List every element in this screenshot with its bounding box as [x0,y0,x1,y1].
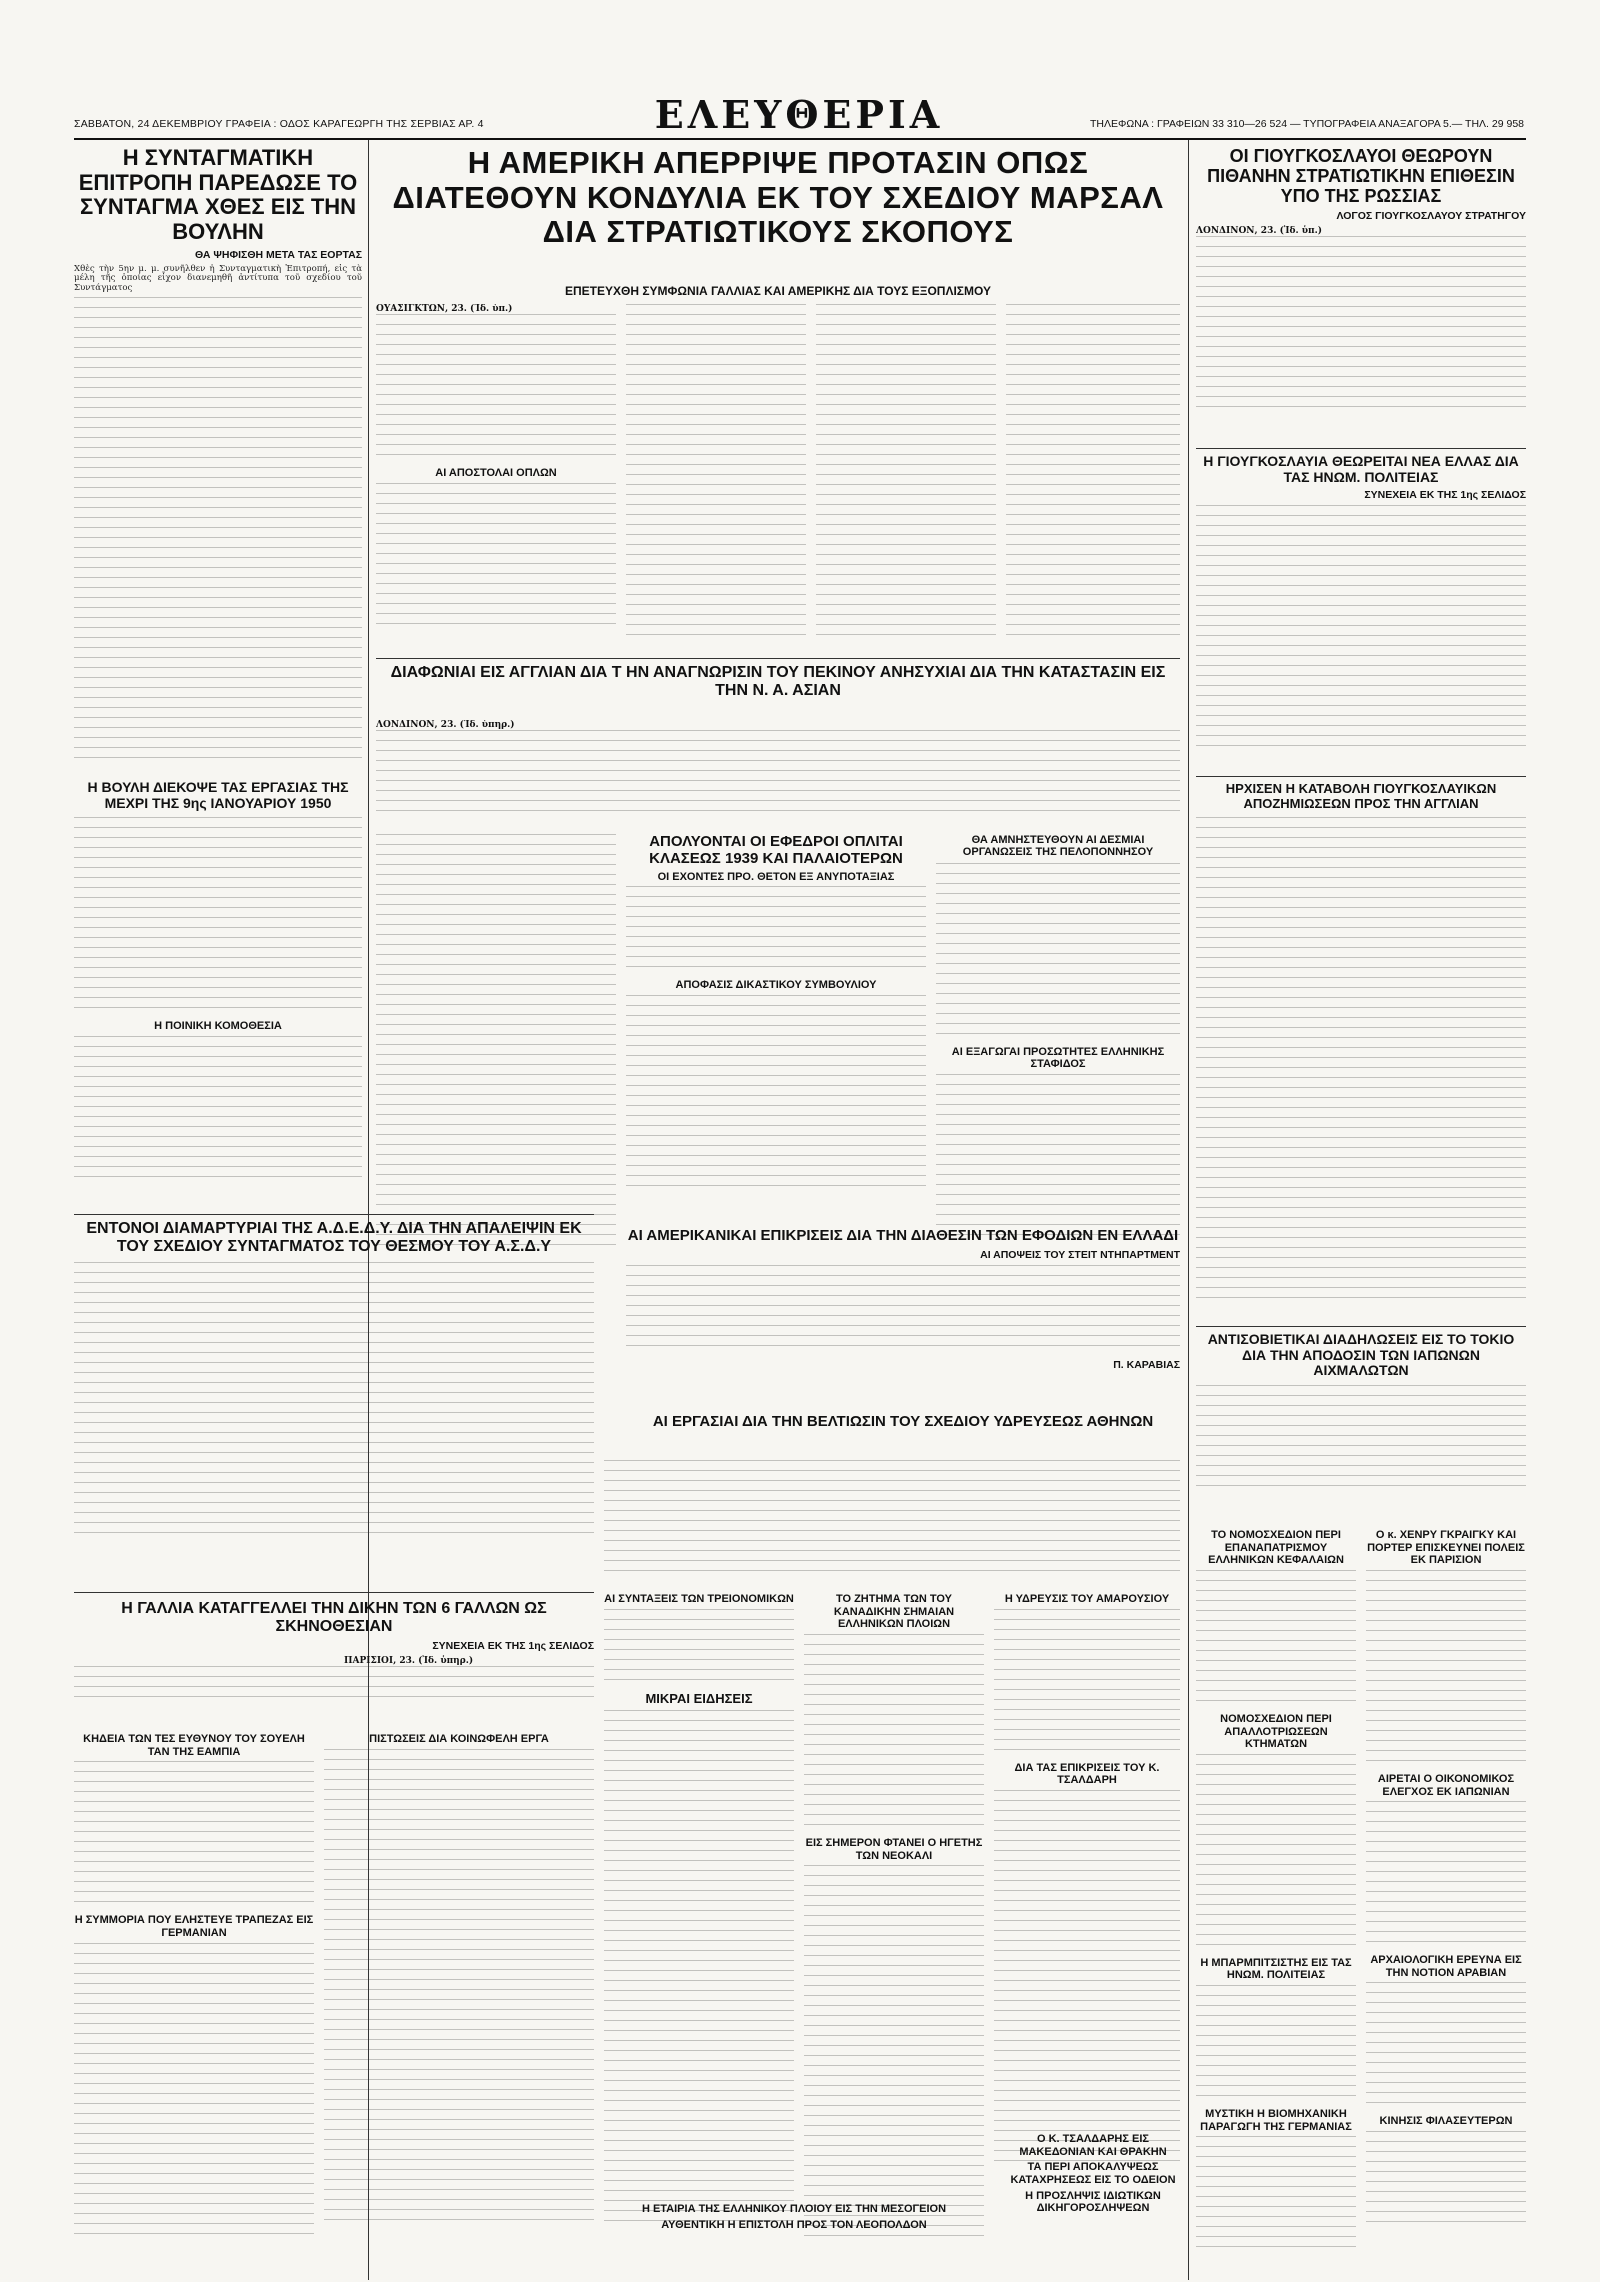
article-adedy [74,1220,594,1580]
subhead: ΝΟΜΟΣΧΕΔΙΟΝ ΠΕΡΙ ΑΠΑΛΛΟΤΡΙΩΣΕΩΝ ΚΤΗΜΑΤΩΝ [1220,1712,1332,1751]
subhead: Ο Κ. ΤΣΑΛΔΑΡΗΣ ΕΙΣ ΜΑΚΕΔΟΝΙΑΝ ΚΑΙ ΘΡΑΚΗΝ [1019,2133,1167,2158]
body-text [74,1666,594,1706]
divider [74,1592,594,1593]
masthead-left: ΣΑΒΒΑΤΟΝ, 24 ΔΕΚΕΜΒΡΙΟΥ ΓΡΑΦΕΙΑ : ΟΔΟΣ ΚΑΡΑΓΕΩΡΓΗ ΤΗΣ ΣΕΡΒΙΑΣ ΑΡ. 4 [74,118,484,130]
headline: ΑΝΤΙΣΟΒΙΕΤΙΚΑΙ ΔΙΑΔΗΛΩΣΕΙΣ ΕΙΣ ΤΟ ΤΟΚΙΟ ΔΙΑ ΤΗΝ ΑΠΟΔΟΣΙΝ ΤΩΝ ΙΑΠΩΝΩΝ ΑΙΧΜΑΛΩΤΩΝ [1207,1332,1515,1379]
headline: Η ΓΙΟΥΓΚΟΣΛΑΥΙΑ ΘΕΩΡΕΙΤΑΙ ΝΕΑ ΕΛΛΑΣ ΔΙΑ ΤΑΣ ΗΝΩΜ. ΠΟΛΙΤΕΙΑΣ [1203,454,1519,485]
article-amnesty [936,834,1180,1244]
small-items-center-extra [1006,2130,1180,2270]
subhead: ΤΟ ΝΟΜΟΣΧΕΔΙΟΝ ΠΕΡΙ ΕΠΑΝΑΠΑΤΡΙΣΜΟΥ ΕΛΛΗΝΙΚΩΝ ΚΕΦΑΛΑΙΩΝ [1208,1529,1344,1567]
deck: ΕΠΕΤΕΥΧΘΗ ΣΥΜΦΩΝΙΑ ΓΑΛΛΙΑΣ ΚΑΙ ΑΜΕΡΙΚΗΣ ΔΙΑ ΤΟΥΣ ΕΞΟΠΛΙΣΜΟΥ [565,284,991,298]
headline: Η ΣΥΝΤΑΓΜΑΤΙΚΗ ΕΠΙΤΡΟΠΗ ΠΑΡΕΔΩΣΕ ΤΟ ΣΥΝΤΑΓΜΑ ΧΘΕΣ ΕΙΣ ΤΗΝ ΒΟΥΛΗΝ [78,146,358,244]
subhead: ΑΡΧΑΙΟΛΟΓΙΚΗ ΕΡΕΥΝΑ ΕΙΣ ΤΗΝ ΝΟΤΙΟΝ ΑΡΑΒΙΑΝ [1370,1954,1522,1979]
subhead: ΕΙΣ ΣΗΜΕΡΟΝ ΦΤΑΝΕΙ Ο ΗΓΕΤΗΣ ΤΩΝ ΝΕΟΚΑΛΙ [805,1836,983,1862]
article-water-body [604,1460,1180,1580]
article-reserves-us [626,1228,1180,1408]
subhead: ΚΙΝΗΣΙΣ ΦΙΛΑΣΕΥΤΕΡΩΝ [1379,2115,1513,2128]
article-greece-relations [1196,454,1526,774]
body-text [376,483,616,633]
body-text [804,1865,984,2245]
body-text [74,1761,314,1911]
lead: Χθὲς τὴν 5ην μ. μ. συνῆλθεν ἡ Συνταγματικὴ Ἐπιτροπή, εἰς τὰ μέλη τῆς ὁποίας εἶχον διανεμηθῆ ἀντίτυπα τοῦ σχεδίου τοῦ Συντάγματος [74,263,362,294]
body-text [1196,1754,1356,1954]
body-text [936,1074,1180,1244]
subhead: ΤΟ ΖΗΤΗΜΑ ΤΩΝ ΤΟΥ ΚΑΝΑΔΙΚΗΝ ΣΗΜΑΙΑΝ ΕΛΛΗΝΙΚΩΝ ΠΛΟΙΩΝ [833,1593,955,1631]
body-text [1196,505,1526,755]
headline: ΕΝΤΟΝΟΙ ΔΙΑΜΑΡΤΥΡΙΑΙ ΤΗΣ Α.Δ.Ε.Δ.Υ. ΔΙΑ ΤΗΝ ΑΠΑΛΕΙΨΙΝ ΕΚ ΤΟΥ ΣΧΕΔΙΟΥ ΣΥΝΤΑΓΜΑΤΟΣ ΤΟΥ ΘΕΣΜΟΥ ΤΟΥ Α.Σ.Δ.Υ [86,1220,582,1255]
body-text [1196,236,1526,416]
body-text [376,314,616,464]
body-text [1366,2131,1526,2231]
divider [1196,1326,1526,1327]
subhead: ΑΙ ΣΥΝΤΑΞΕΙΣ ΤΩΝ ΤΡΕΙΟΝΟΜΙΚΩΝ [604,1593,794,1605]
small-items-center-extra-2 [604,2200,984,2270]
body-text [804,1634,984,1834]
subhead: Η ΥΔΡΕΥΣΙΣ ΤΟΥ ΑΜΑΡΟΥΣΙΟΥ [1004,1593,1170,1605]
subhead: ΤΑ ΠΕΡΙ ΑΠΟΚΑΛΥΨΕΩΣ ΚΑΤΑΧΡΗΣΕΩΣ ΕΙΣ ΤΟ ΟΔΕΙΟΝ [1010,2161,1176,2186]
divider [1196,448,1526,449]
body-text [74,1262,594,1542]
body-text [626,1265,1180,1355]
subhead: Ο κ. ΧΕΝΡΥ ΓΚΡΑΙΓΚΥ ΚΑΙ ΠΟΡΤΕΡ ΕΠΙΣΚΕΥΝΕΙ ΠΟΛΕΙΣ ΕΚ ΠΑΡΙΣΙΟΝ [1367,1529,1525,1567]
deck: ΣΥΝΕΧΕΙΑ ΕΚ ΤΗΣ 1ης ΣΕΛΙΔΟΣ [1364,489,1526,502]
subhead: ΚΗΔΕΙΑ ΤΩΝ ΤΕΣ ΕΥΘΥΝΟΥ ΤΟΥ ΣΟΥΕΛΗ ΤΑΝ ΤΗΣ ΕΑΜΠΙΑ [83,1733,305,1758]
newspaper-title: ΕΛΕΥΘΕΡΙΑ [654,92,944,137]
peking-continued [376,834,616,1254]
headline: ΟΙ ΓΙΟΥΓΚΟΣΛΑΥΟΙ ΘΕΩΡΟΥΝ ΠΙΘΑΝΗΝ ΣΤΡΑΤΙΩΤΙΚΗΝ ΕΠΙΘΕΣΙΝ ΥΠΟ ΤΗΣ ΡΩΣΣΙΑΣ [1207,146,1515,207]
body-text [626,995,926,1195]
small-items-center-1 [604,1590,794,2270]
subhead: Η ΜΠΑΡΜΠΙΤΣΙΣΤΗΣ ΕΙΣ ΤΑΣ ΗΝΩΜ. ΠΟΛΙΤΕΙΑΣ [1200,1956,1352,1982]
headline: Η ΑΜΕΡΙΚΗ ΑΠΕΡΡΙΨΕ ΠΡΟΤΑΣΙΝ ΟΠΩΣ ΔΙΑΤΕΘΟΥΝ ΚΟΝΔΥΛΙΑ ΕΚ ΤΟΥ ΣΧΕΔΙΟΥ ΜΑΡΣΑΛ ΔΙΑ ΣΤΡΑΤΙΩΤΙΚΟΥΣ ΣΚΟΠΟΥΣ [392,146,1164,250]
article-water [626,1414,1180,1454]
headline: ΑΠΟΛΥΟΝΤΑΙ ΟΙ ΕΦΕΔΡΟΙ ΟΠΛΙΤΑΙ ΚΛΑΣΕΩΣ 1939 ΚΑΙ ΠΑΛΑΙΟΤΕΡΩΝ [649,834,903,867]
body-text [604,1710,794,2230]
dateline: ΟΥΑΣΙΓΚΤΩΝ, 23. (Ἰδ. ὑπ.) [376,304,513,314]
subhead: ΑΙ ΑΠΟΣΤΟΛΑΙ ΟΠΛΩΝ [435,467,557,479]
body-text [936,863,1180,1043]
headline: ΗΡΧΙΣΕΝ Η ΚΑΤΑΒΟΛΗ ΓΙΟΥΓΚΟΣΛΑΥΙΚΩΝ ΑΠΟΖΗΜΙΩΣΕΩΝ ΠΡΟΣ ΤΗΝ ΑΓΓΛΙΑΝ [1225,782,1497,811]
body-text [74,1036,362,1186]
masthead-right: ΤΗΛΕΦΩΝΑ : ΓΡΑΦΕΙΩΝ 33 310—26 524 — ΤΥΠΟΓΡΑΦΕΙΑ ΑΝΑΞΑΓΟΡΑ 5.— ΤΗΛ. 29 958 [1089,118,1524,130]
small-items-right-2 [1366,1526,1526,2270]
article-america-col4 [1006,304,1180,644]
deck: ΘΑ ΨΗΦΙΣΘΗ ΜΕΤΑ ΤΑΣ ΕΟΡΤΑΣ [195,248,362,261]
small-items-center-2 [804,1590,984,2270]
article-peking-headline [376,664,1180,716]
headline: ΔΙΑΦΩΝΙΑΙ ΕΙΣ ΑΓΓΛΙΑΝ ΔΙΑ Τ ΗΝ ΑΝΑΓΝΩΡΙΣΙΝ ΤΟΥ ΠΕΚΙΝΟΥ ΑΝΗΣΥΧΙΑΙ ΔΙΑ ΤΗΝ ΚΑΤΑΣΤΑΣΙΝ ΕΙΣ ΤΗΝ Ν. Α. ΑΣΙΑΝ [390,664,1166,699]
headline: ΑΙ ΕΡΓΑΣΙΑΙ ΔΙΑ ΤΗΝ ΒΕΛΤΙΩΣΙΝ ΤΟΥ ΣΧΕΔΙΟΥ ΥΔΡΕΥΣΕΩΣ ΑΘΗΝΩΝ [652,1414,1154,1430]
body-text [324,1749,594,2229]
body-text [1196,1385,1526,1495]
byline: Π. ΚΑΡΑΒΙΑΣ [1113,1358,1180,1371]
dateline: ΛΟΝΔΙΝΟΝ, 23. (Ἰδ. ὑπηρ.) [376,720,515,730]
deck: ΛΟΓΟΣ ΓΙΟΥΓΚΟΣΛΑΥΟΥ ΣΤΡΑΤΗΓΟΥ [1336,210,1526,223]
subhead: ΑΙΡΕΤΑΙ Ο ΟΙΚΟΝΟΜΙΚΟΣ ΕΛΕΓΧΟΣ ΕΚ ΙΑΠΩΝΙΑΝ [1377,1772,1515,1798]
headline: Η ΓΑΛΛΙΑ ΚΑΤΑΓΓΕΛΛΕΙ ΤΗΝ ΔΙΚΗΝ ΤΩΝ 6 ΓΑΛΛΩΝ ΩΣ ΣΚΗΝΟΘΕΣΙΑΝ [121,1600,547,1635]
body-text [994,1609,1180,1759]
body-text [604,1609,794,1689]
small-items-right-1 [1196,1526,1356,2270]
deck: ΟΙ ΕΧΟΝΤΕΣ ΠΡΟ. ΘΕΤΟΝ ΕΞ ΑΝΥΠΟΤΑΞΙΑΣ [657,870,895,883]
body-text [1196,2136,1356,2256]
body-text [74,297,362,766]
body-text [1366,1982,1526,2112]
subhead: ΑΠΟΦΑΣΙΣ ΔΙΚΑΣΤΙΚΟΥ ΣΥΜΒΟΥΛΙΟΥ [675,979,877,992]
body-text [1196,817,1526,1307]
masthead [74,92,1524,138]
article-america-col2 [626,304,806,644]
body-text [74,817,362,1017]
body-text [994,1790,1180,2170]
divider [376,658,1180,659]
article-america-headline [376,146,1180,278]
body-text [1366,1570,1526,1770]
subhead: ΔΙΑ ΤΑΣ ΕΠΙΚΡΙΣΕΙΣ ΤΟΥ Κ. ΤΣΑΛΔΑΡΗ [1014,1761,1160,1787]
small-items-left [74,1730,314,2270]
article-payment [1196,782,1526,1322]
subhead: Η ΠΡΟΣΛΗΨΙΣ ΙΔΙΩΤΙΚΩΝ ΔΙΚΗΓΟΡΟΣΛΗΨΕΩΝ [1025,2189,1161,2215]
headline: ΑΙ ΑΜΕΡΙΚΑΝΙΚΑΙ ΕΠΙΚΡΙΣΕΙΣ ΔΙΑ ΤΗΝ ΔΙΑΘΕΣΙΝ ΤΩΝ ΕΦΟΔΙΩΝ ΕΝ ΕΛΛΑΔΙ [627,1228,1179,1244]
article-america-col1 [376,304,616,654]
masthead-rule [74,138,1526,140]
deck: ΑΙ ΑΠΟΨΕΙΣ ΤΟΥ ΣΤΕΙΤ ΝΤΗΠΑΡΤΜΕΝΤ [980,1248,1180,1261]
subhead: Η ΠΟΙΝΙΚΗ ΚΟΜΟΘΕΣΙΑ [154,1020,282,1033]
subhead: Η ΕΤΑΙΡΙΑ ΤΗΣ ΕΛΛΗΝΙΚΟΥ ΠΛΟΙΟΥ ΕΙΣ ΤΗΝ ΜΕΣΟΓΕΙΟΝ [641,2203,947,2215]
headline: Η ΒΟΥΛΗ ΔΙΕΚΟΨΕ ΤΑΣ ΕΡΓΑΣΙΑΣ ΤΗΣ ΜΕΧΡΙ ΤΗΣ 9ης ΙΑΝΟΥΑΡΙΟΥ 1950 [87,780,349,811]
subhead: ΜΙΚΡΑΙ ΕΙΔΗΣΕΙΣ [645,1690,753,1706]
body-text [626,886,926,976]
deck: ΣΥΝΕΧΕΙΑ ΕΚ ΤΗΣ 1ης ΣΕΛΙΔΟΣ [432,1639,594,1652]
dateline: ΠΑΡΙΣΙΟΙ, 23. (Ἰδ. ὑπηρ.) [344,1655,474,1666]
subhead: Η ΣΥΜΜΟΡΙΑ ΠΟΥ ΕΛΗΣΤΕΥΕ ΤΡΑΠΕΖΑΣ ΕΙΣ ΓΕΡΜΑΝΙΑΝ [74,1914,314,1939]
subhead: ΑΙ ΕΞΑΓΩΓΑΙ ΠΡΟΣΩΤΗΤΕΣ ΕΛΛΗΝΙΚΗΣ ΣΤΑΦΙΔΟΣ [951,1045,1165,1071]
article-france [74,1600,594,1720]
article-america-col3 [816,304,996,644]
article-yugoslavia-war [1196,146,1526,446]
small-items-left-2 [324,1730,594,2270]
column-divider [1188,140,1189,2280]
body-text [1196,1985,1356,2105]
divider [1196,776,1526,777]
dateline: ΛΟΝΔΙΝΟΝ, 23. (Ἰδ. ὑπ.) [1196,226,1323,237]
article-parliament-break [74,780,362,1210]
article-reservists [626,834,926,1224]
subhead: ΑΥΘΕΝΤΙΚΗ Η ΕΠΙΣΤΟΛΗ ΠΡΟΣ ΤΟΝ ΛΕΟΠΟΛΔΟΝ [661,2218,927,2231]
article-america-deck [376,280,1180,298]
headline: ΘΑ ΑΜΝΗΣΤΕΥΘΟΥΝ ΑΙ ΔΕΣΜΙΑΙ ΟΡΓΑΝΩΣΕΙΣ ΤΗΣ ΠΕΛΟΠΟΝΝΗΣΟΥ [962,834,1154,859]
subhead: ΠΙΣΤΩΣΕΙΣ ΔΙΑ ΚΟΙΝΩΦΕΛΗ ΕΡΓΑ [369,1733,549,1745]
article-constitution [74,146,362,766]
body-text [1366,1801,1526,1951]
body-text [74,1943,314,2243]
body-text [1196,1570,1356,1710]
article-soviet-tokyo [1196,1332,1526,1522]
subhead: ΜΥΣΤΙΚΗ Η ΒΙΟΜΗΧΑΝΙΚΗ ΠΑΡΑΓΩΓΗ ΤΗΣ ΓΕΡΜΑΝΙΑΣ [1200,2108,1352,2133]
article-peking-body [376,720,1180,830]
body-text [376,730,1180,820]
